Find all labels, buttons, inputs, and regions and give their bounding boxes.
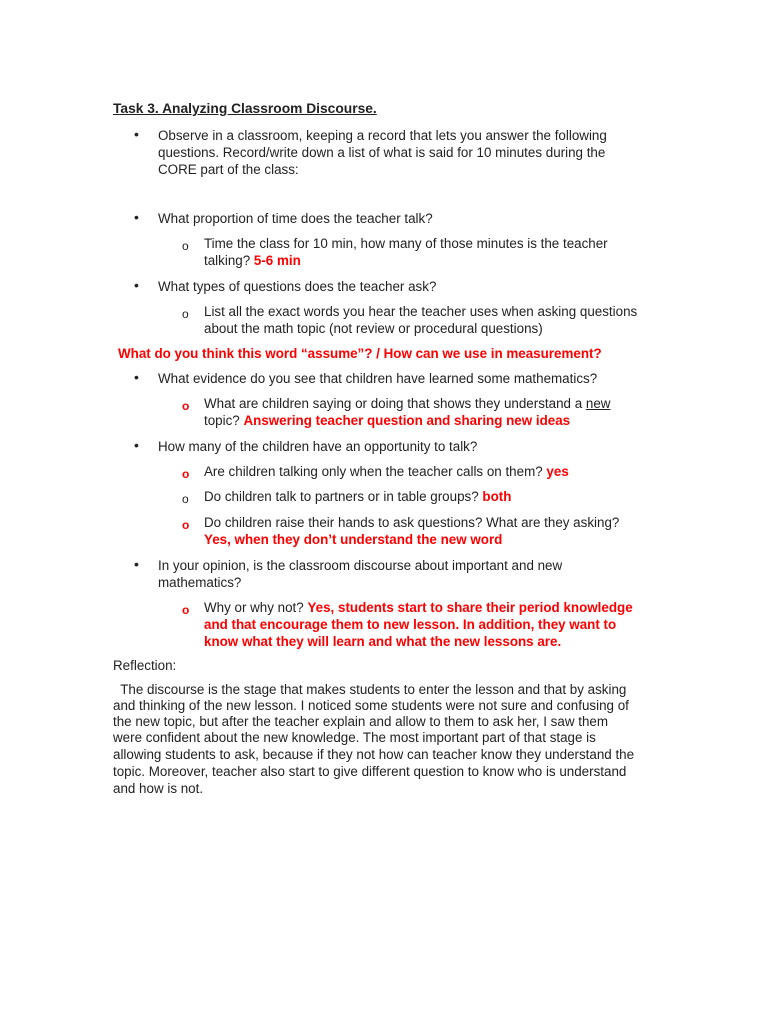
reflection-line-6: topic. Moreover, teacher also start to give different question to know who is understand: [113, 764, 627, 779]
sub-bullet-4a-marker: o: [182, 399, 190, 413]
reflection-line-7: and how is not.: [113, 781, 204, 796]
sub-bullet-6a-marker: o: [182, 603, 190, 617]
bullet-5-text: How many of the children have an opportunity to talk?: [158, 439, 478, 454]
sub-bullet-3a-marker: o: [182, 307, 189, 321]
reflection-line-1: The discourse is the stage that makes students to enter the lesson and that by asking: [113, 682, 627, 697]
bullet-6-marker: •: [134, 556, 139, 572]
sub-bullet-2a-line-1: Time the class for 10 min, how many of those minutes is the teacher: [204, 236, 608, 251]
sub-bullet-4a-line-1: What are children saying or doing that shows they understand a new: [204, 396, 611, 411]
sub-bullet-5a-marker: o: [182, 467, 190, 481]
bullet-1-line-1: Observe in a classroom, keeping a record that lets you answer the following: [158, 128, 607, 143]
bullet-4-marker: •: [134, 369, 139, 385]
reflection-line-5: allowing students to ask, because if they not how can teacher know they understand the: [113, 747, 635, 762]
sub-bullet-2a-marker: o: [182, 239, 189, 253]
bullet-5-marker: •: [134, 437, 139, 453]
bullet-1-line-2: questions. Record/write down a list of what is said for 10 minutes during the: [158, 145, 606, 160]
reflection-line-4: were confident about the new knowledge. The most important part of that stage is: [113, 730, 596, 745]
sub-bullet-6a-line-3: know what they will learn and what the new lessons are.: [204, 634, 562, 649]
page-title: Task 3. Analyzing Classroom Discourse.: [113, 101, 377, 116]
sub-bullet-5a-line: Are children talking only when the teacher calls on them? yes: [204, 464, 569, 479]
answer-yes: yes: [546, 464, 569, 479]
sub-bullet-5c-line-1: Do children raise their hands to ask questions? What are they asking?: [204, 515, 620, 530]
bullet-3-marker: •: [134, 277, 139, 293]
sub-bullet-5c-marker: o: [182, 518, 190, 532]
answer-4a: Answering teacher question and sharing new ideas: [243, 413, 571, 428]
underlined-new: new: [585, 396, 611, 411]
bullet-3-text: What types of questions does the teacher ask?: [158, 279, 437, 294]
bullet-6-line-2: mathematics?: [158, 575, 242, 590]
sub-bullet-5b-marker: o: [182, 492, 189, 506]
answer-5-6-min: 5-6 min: [253, 253, 301, 268]
answer-both: both: [482, 489, 512, 504]
sub-bullet-6a-line-2: and that encourage them to new lesson. In addition, they want to: [204, 617, 617, 632]
sub-bullet-2a-line-2: talking? 5-6 min: [204, 253, 301, 268]
sub-bullet-4a-line-2: topic? Answering teacher question and sharing new ideas: [204, 413, 571, 428]
bullet-2-marker: •: [134, 209, 139, 225]
red-question: What do you think this word “assume”? / How can we use in measurement?: [118, 346, 602, 361]
bullet-4-text: What evidence do you see that children have learned some mathematics?: [158, 371, 598, 386]
sub-bullet-5b-line: Do children talk to partners or in table groups? both: [204, 489, 512, 504]
sub-bullet-3a-line-2: about the math topic (not review or procedural questions): [204, 321, 543, 336]
sub-bullet-5c-answer: Yes, when they don’t understand the new word: [204, 532, 503, 547]
sub-bullet-6a-line-1: Why or why not? Yes, students start to share their period knowledge: [204, 600, 633, 615]
bullet-2-text: What proportion of time does the teacher talk?: [158, 211, 433, 226]
sub-bullet-3a-line-1: List all the exact words you hear the teacher uses when asking questions: [204, 304, 638, 319]
bullet-1-marker: •: [134, 126, 139, 142]
reflection-line-2: and thinking of the new lesson. I noticed some students were not sure and confusing of: [113, 698, 629, 713]
bullet-1-line-3: CORE part of the class:: [158, 162, 299, 177]
reflection-line-3: the new topic, but after the teacher explain and allow to them to ask her, I saw them: [113, 714, 608, 729]
bullet-6-line-1: In your opinion, is the classroom discourse about important and new: [158, 558, 563, 573]
reflection-label: Reflection:: [113, 658, 177, 673]
